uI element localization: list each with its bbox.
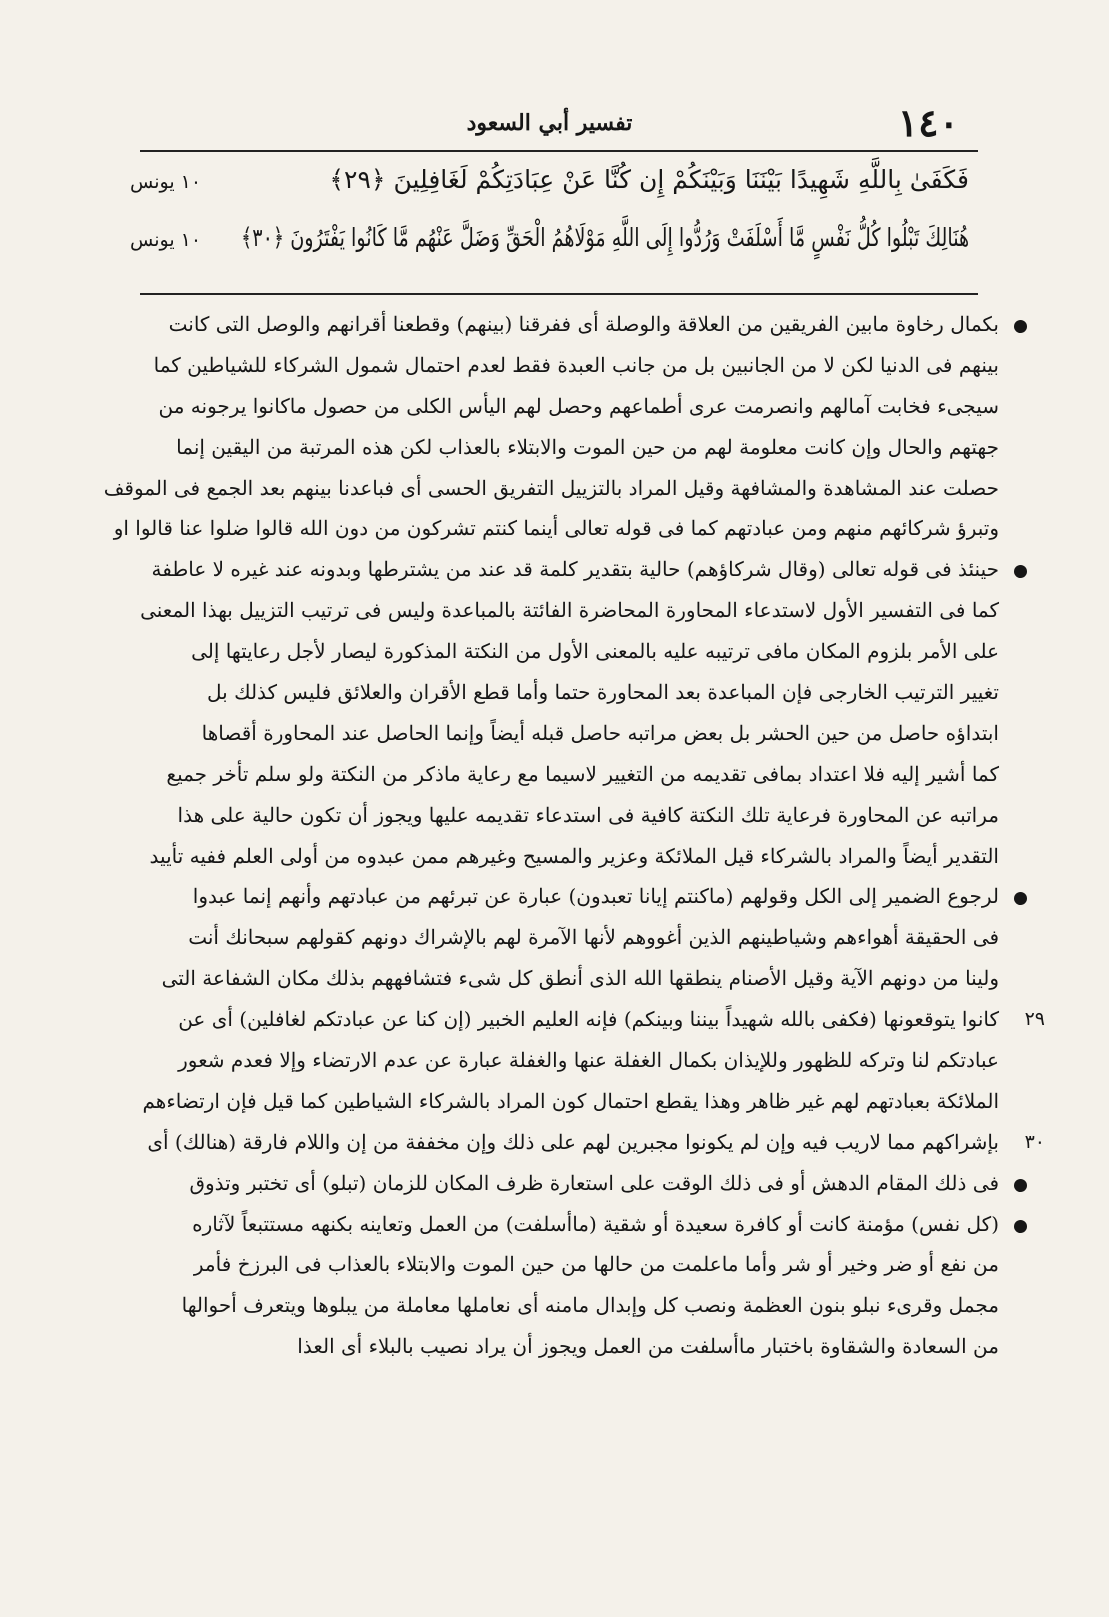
page-header — [130, 100, 969, 150]
commentary-line — [140, 592, 999, 633]
commentary-line — [150, 1246, 999, 1287]
commentary-text: مجمل وقرىء نبلو بنون العظمة ونصب كل وإبدال مامنه أى نعاملها معاملة من يبلوها ويتعرف أحوالها — [181, 1293, 999, 1318]
page-number: ١٤٠ — [897, 100, 959, 145]
verse-text: هُنَالِكَ تَبْلُوا كُلُّ نَفْسٍ مَّا أَسْلَفَتْ وَرُدُّوا إِلَى اللَّهِ مَوْلَاهُمُ الْحَقِّ وَضَلَّ عَنْهُم مَّا كَانُوا يَفْتَرُونَ ﴿٣٠﴾ — [240, 223, 969, 252]
commentary-line — [150, 715, 999, 756]
commentary-line — [150, 347, 999, 388]
commentary-text: بإشراكهم مما لاريب فيه وإن لم يكونوا مجبرين لهم على ذلك وإن مخففة من إن واللام فارقة (هنالك) أى — [147, 1129, 999, 1154]
commentary-line — [150, 674, 999, 715]
commentary-text: حصلت عند المشاهدة والمشافهة وقيل المراد بالتزييل التفريق الحسى أى فباعدنا بينهم بعد الجمع فى الموقف — [103, 475, 999, 500]
bullet-icon — [1014, 892, 1027, 905]
commentary-line — [150, 1328, 999, 1369]
commentary-line — [150, 919, 999, 960]
commentary-line — [150, 797, 999, 838]
commentary-text: فى ذلك المقام الدهش أو فى ذلك الوقت على استعارة ظرف المكان للزمان (تبلو) أى تختبر وتذوق — [189, 1170, 999, 1195]
commentary-text: عبادتكم لنا وتركه للظهور وللإيذان بكمال الغفلة عنها والغفلة عبارة عن عدم الارتضاء وإلا فعدم شعور — [178, 1048, 999, 1073]
verse-line — [130, 223, 969, 281]
commentary-line — [150, 1287, 999, 1328]
commentary-text: لرجوع الضمير إلى الكل وقولهم (ماكنتم إيانا تعبدون) عبارة عن تبرئهم من عبادتهم وأنهم إنما عبدوا — [192, 884, 999, 909]
commentary-text: وتبرؤ شركائهم منهم ومن عبادتهم كما فى قوله تعالى أينما كنتم تشركون من دون الله قالوا ضلوا عنا قالوا او — [113, 516, 999, 541]
commentary-text: كما أشير إليه فلا اعتداد بمافى تقديمه من التغيير لاسيما مع رعاية ماذكر من النكتة ولو سلم تأخر جميع — [166, 761, 999, 786]
commentary-text: سيجىء فخابت آمالهم وانصرمت عرى أطماعهم وحصل لهم اليأس الكلى من حصول ماكانوا يرجونه من — [158, 393, 999, 418]
commentary-text: على الأمر بلزوم المكان مافى ترتيبه عليه بالمعنى الأول من النكتة المذكورة ليصار لأجل رعايتها إلى — [191, 639, 999, 664]
bullet-icon — [1014, 320, 1027, 333]
verse-margin-number: ٣٠ — [1024, 1130, 1045, 1153]
commentary-line — [150, 429, 999, 470]
commentary-text: مراتبه عن المحاورة فرعاية تلك النكتة كافية فى استدعاء تقديمه عليها ويجوز أن تكون حالية على هذا — [177, 802, 999, 827]
verse-reference: ١٠ يونس — [130, 229, 202, 251]
commentary-line — [103, 470, 999, 511]
commentary-text: ولينا من دونهم الآية وقيل الأصنام ينطقها الله الذى أنطق كل شىء فتشافههم بذلك مكان الشفاعة التى — [161, 966, 999, 991]
commentary-text: بكمال رخاوة مابين الفريقين من العلاقة والوصلة أى ففرقنا (بينهم) وقطعنا أقرانهم والوصل التى كانت — [168, 312, 999, 336]
commentary-text: فى الحقيقة أهواءهم وشياطينهم الذين أغووهم لأنها الآمرة لهم بالإشراك دونهم كقولهم سبحانك أنت — [188, 925, 999, 950]
commentary-line — [150, 306, 999, 347]
running-title: تفسير أبي السعود — [466, 110, 633, 136]
commentary-line — [150, 1042, 999, 1083]
bullet-icon — [1014, 565, 1027, 578]
header-rule — [140, 150, 978, 152]
commentary-body — [103, 306, 1045, 1369]
verses-rule — [140, 293, 978, 295]
bullet-icon — [1014, 1220, 1027, 1233]
commentary-line — [150, 633, 999, 674]
commentary-text: حينئذ فى قوله تعالى (وقال شركاؤهم) حالية بتقدير كلمة قد عند من يشترطها وبدونه عند غيره لا عاطفة — [151, 557, 999, 582]
commentary-line — [147, 1124, 1045, 1165]
commentary-text: كانوا يتوقعونها (فكفى بالله شهيداً بيننا وبينكم) فإنه العليم الخبير (إن كنا عن عبادتكم لغافلين) أى عن — [178, 1007, 999, 1032]
commentary-text: من نفع أو ضر وخير أو شر وأما ماعلمت من حالها من حين الموت والابتلاء بالعذاب فى البرزخ فأمر — [193, 1252, 999, 1277]
commentary-line — [150, 1001, 1045, 1042]
commentary-text: من السعادة والشقاوة باختبار ماأسلفت من العمل ويجوز أن يراد نصيب بالبلاء أى العذا — [297, 1334, 999, 1359]
commentary-text: (كل نفس) مؤمنة كانت أو كافرة سعيدة أو شقية (ماأسلفت) من العمل وتعاينه بكنهه مستتبعاً لآثاره — [192, 1211, 999, 1236]
verse-margin-number: ٢٩ — [1024, 1008, 1045, 1031]
commentary-text: جهتهم والحال وإن كانت معلومة لهم من حين الموت والابتلاء بالعذاب لكن هذه المرتبة من اليقين إنما — [176, 434, 999, 459]
commentary-text: كما فى التفسير الأول لاستدعاء المحاورة المحاضرة الفائتة بالمباعدة وليس فى ترتيب التزييل بهذا المعنى — [140, 598, 999, 623]
verse-text: فَكَفَىٰ بِاللَّهِ شَهِيدًا بَيْنَنَا وَبَيْنَكُمْ إِن كُنَّا عَنْ عِبَادَتِكُمْ لَغَافِلِينَ ﴿٢٩﴾ — [329, 165, 969, 194]
quran-verses — [130, 165, 969, 281]
commentary-line — [150, 756, 999, 797]
commentary-line — [150, 878, 999, 919]
commentary-text: الملائكة بعبادتهم لهم غير ظاهر وهذا يقطع احتمال كون المراد بالشركاء الشياطين كما قيل فإن ارتضاءهم — [142, 1088, 999, 1113]
commentary-text: تغيير الترتيب الخارجى فإن المباعدة بعد المحاورة حتما وأما قطع الأقران والعلائق فليس كذلك بل — [207, 680, 999, 705]
commentary-text: بينهم فى الدنيا لكن لا من الجانبين بل من جانب العبدة فقط لعدم احتمال شمول الشركاء للشياطين كما — [153, 352, 999, 377]
commentary-text: ابتداؤه حاصل من حين الحشر بل بعض مراتبه حاصل قبله أيضاً وإنما الحاصل عند المحاورة أقصاها — [201, 720, 999, 745]
commentary-line — [142, 1083, 999, 1124]
commentary-line — [150, 838, 999, 879]
bullet-icon — [1014, 1179, 1027, 1192]
commentary-line — [150, 1165, 999, 1206]
verse-reference: ١٠ يونس — [130, 171, 202, 193]
commentary-line — [150, 388, 999, 429]
commentary-line — [113, 510, 999, 551]
commentary-line — [150, 551, 999, 592]
commentary-line — [150, 1206, 999, 1247]
commentary-line — [150, 960, 999, 1001]
commentary-text: التقدير أيضاً والمراد بالشركاء قيل الملائكة وعزير والمسيح وغيرهم ممن عبدوه من أولى العلم ففيه تأييد — [149, 843, 999, 868]
verse-line — [130, 165, 969, 223]
